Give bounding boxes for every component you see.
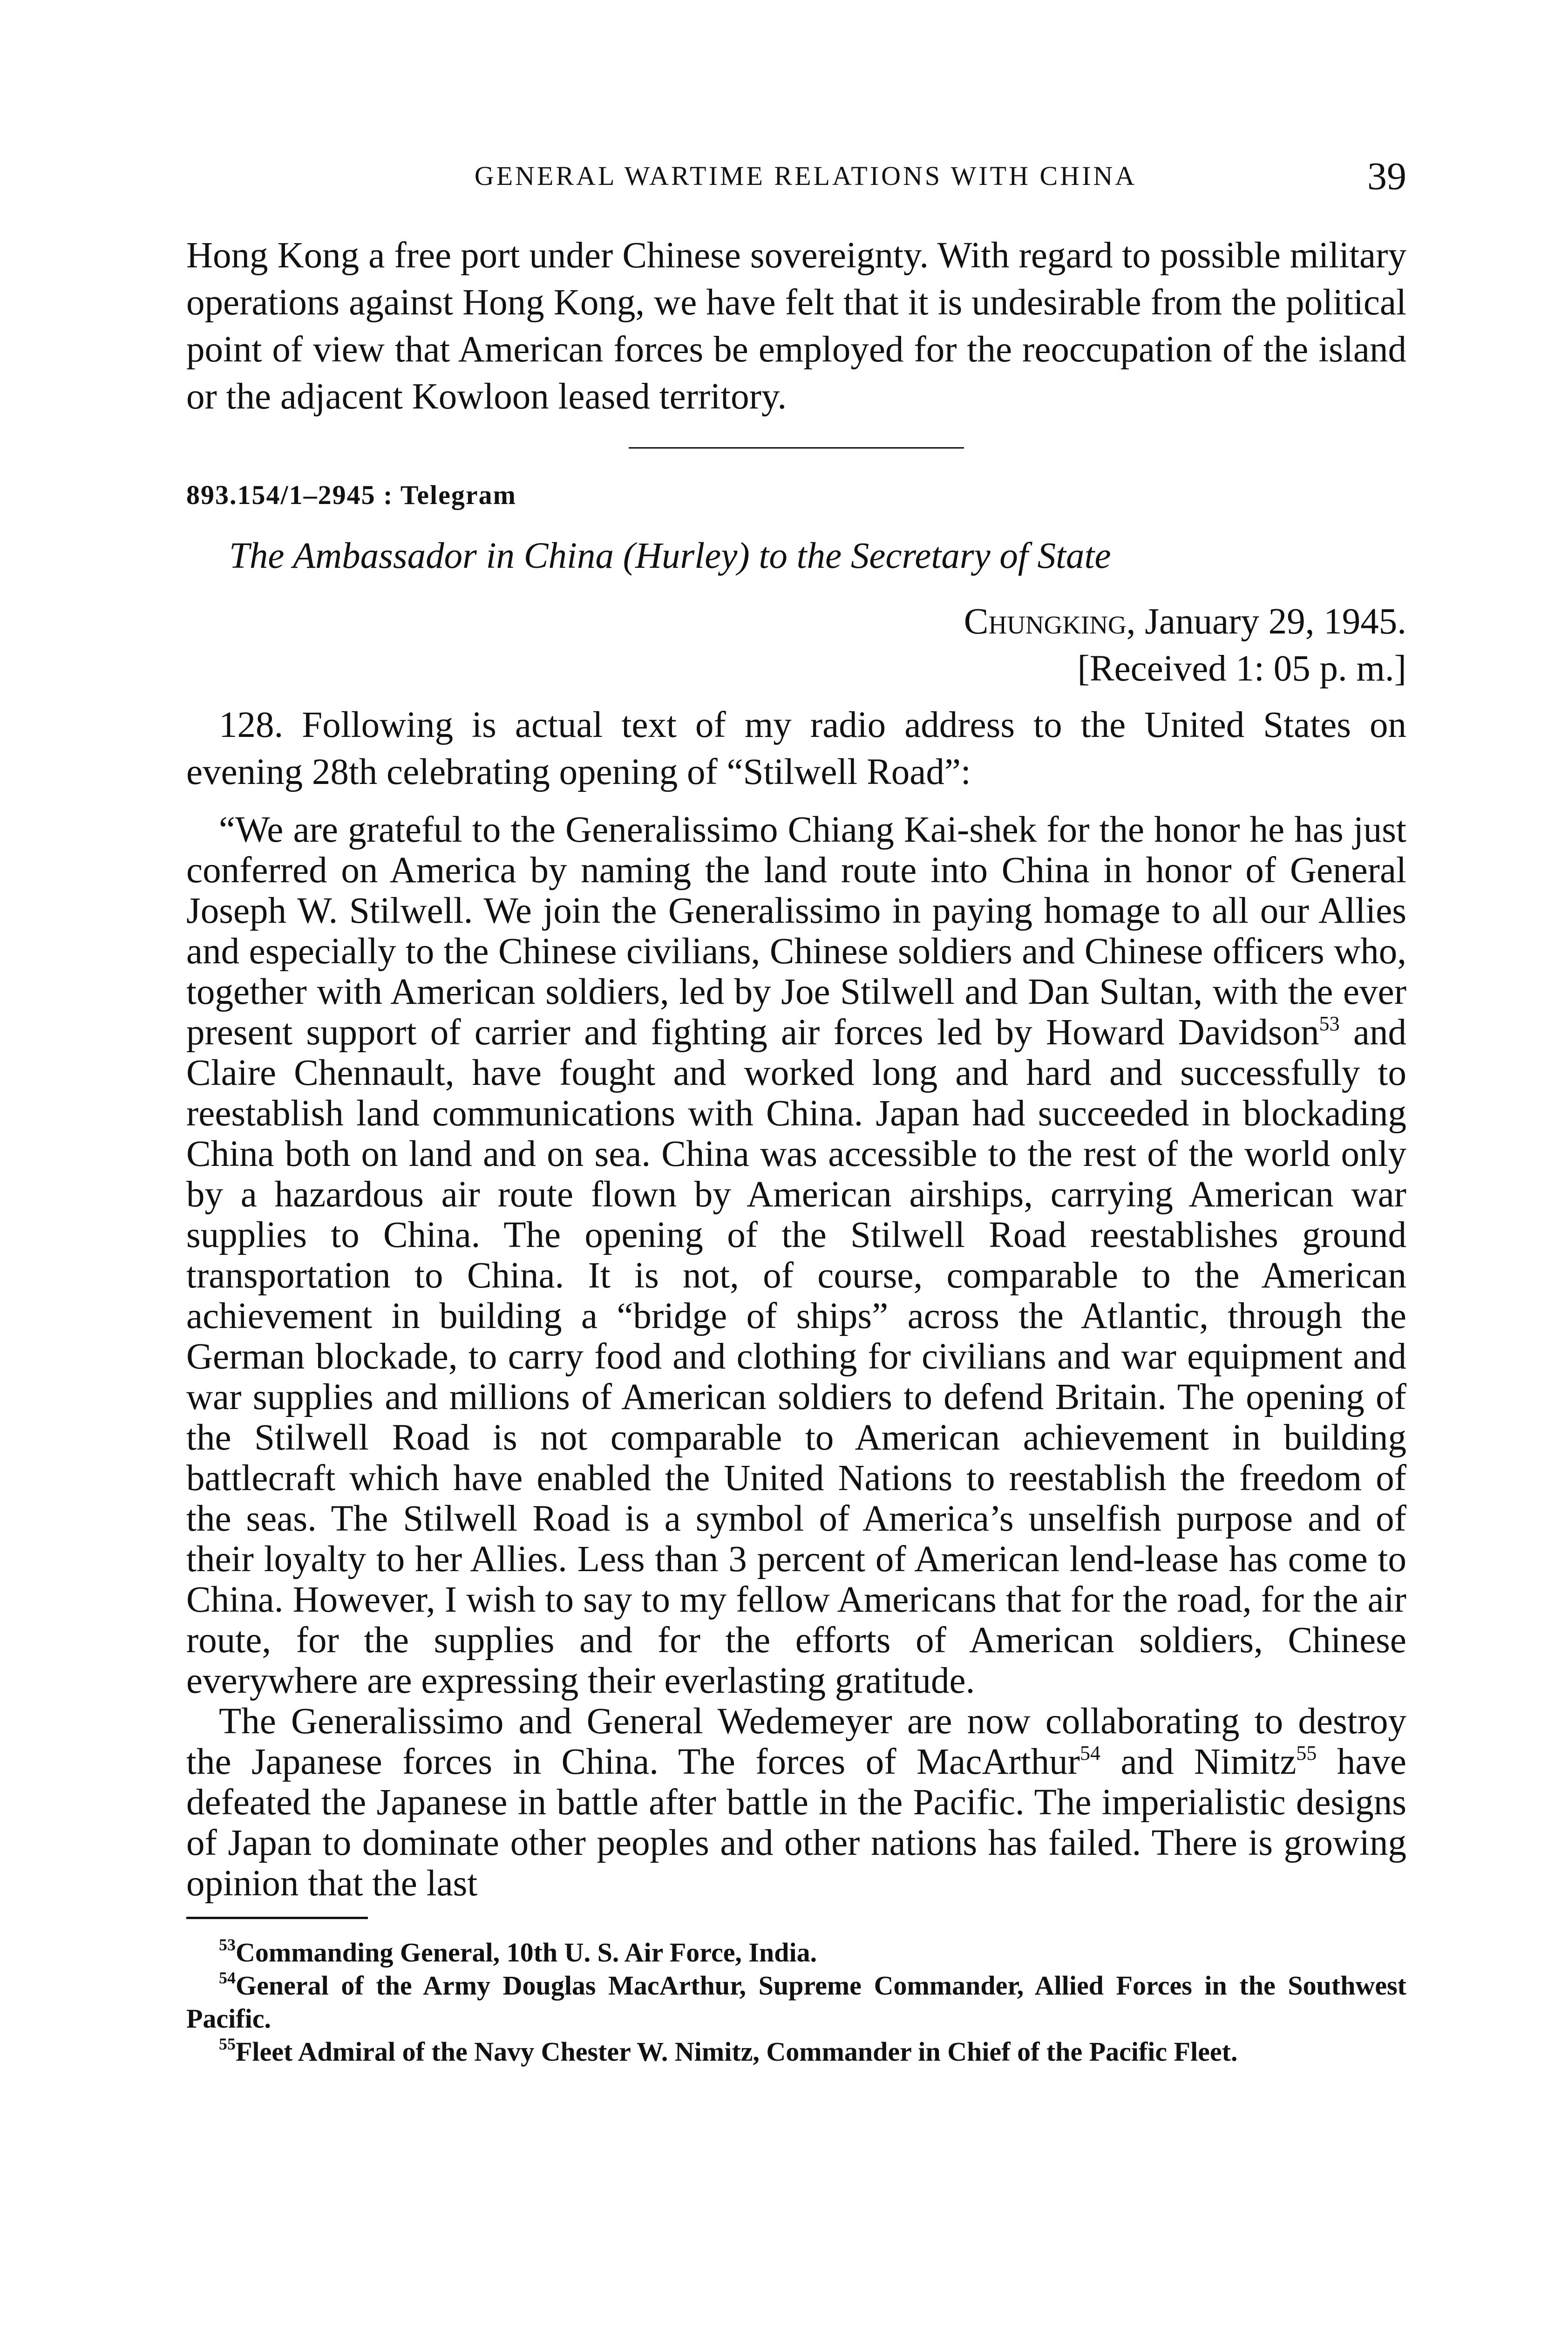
footnote-55 bbox=[186, 2035, 1406, 2068]
telegram-intro: 128. Following is actual text of my radio address to the United States on evening 28th celebrating opening of “Stilwell Road”: bbox=[186, 705, 1406, 792]
footnote-text: Commanding General, 10th U. S. Air Force, India. bbox=[236, 1937, 817, 1968]
footnote-rule bbox=[186, 1917, 368, 1919]
footnotes bbox=[186, 1936, 1406, 2068]
dateline-date: January 29, 1945. bbox=[1145, 601, 1406, 642]
document-title: The Ambassador in China (Hurley) to the Secretary of State bbox=[229, 536, 1111, 576]
page-number: 39 bbox=[1367, 155, 1406, 198]
quote-paragraph-1 bbox=[186, 810, 1406, 1701]
footnote-number: 54 bbox=[219, 1968, 236, 1987]
dateline bbox=[186, 598, 1406, 645]
footnote-ref-54: 54 bbox=[1080, 1742, 1100, 1764]
running-head: GENERAL WARTIME RELATIONS WITH CHINA bbox=[474, 161, 1137, 191]
footnote-54 bbox=[186, 1969, 1406, 2035]
footnote-text: General of the Army Douglas MacArthur, Supreme Commander, Allied Forces in the Southwest Pacific. bbox=[186, 1970, 1406, 2034]
quote-2-text-a: The Generalissimo and General Wedemeyer are now collaborating to destroy the Japanese forces in China. The forces of MacArthur bbox=[186, 1701, 1406, 1782]
section-divider bbox=[629, 447, 964, 449]
quote-paragraph-2 bbox=[186, 1701, 1406, 1904]
footnote-53 bbox=[186, 1936, 1406, 1969]
quote-1-text-b: and Claire Chennault, have fought and worked long and hard and successfully to reestablish land communications with China. Japan had succeeded in blockading China both on land and on sea. China was accessible to the rest of the world only by a hazardous air route flown by American airships, carrying American war supplies to China. The opening of the Stilwell Road reestablishes ground transportation to China. It is not, of course, comparable to the American achievement in building a “bridge of ships” across the Atlantic, through the German blockade, to carry food and clothing for civilians and war equipment and war supplies and millions of American soldiers to defend Britain. The opening of the Stilwell Road is not comparable to American achievement in building battlecraft which have enabled the United Nations to reestablish the freedom of the seas. The Stilwell Road is a symbol of America’s unselfish purpose and of their loyalty to her Allies. Less than 3 percent of American lend-lease has come to China. However, I wish to say to my fellow Americans that for the road, for the air route, for the supplies and for the efforts of American soldiers, Chinese everywhere are expressing their everlasting gratitude. bbox=[186, 1012, 1406, 1701]
footnote-ref-53: 53 bbox=[1319, 1012, 1340, 1035]
footnote-number: 53 bbox=[219, 1935, 236, 1954]
file-reference: 893.154/1–2945 : Telegram bbox=[186, 480, 516, 510]
continuation-paragraph: Hong Kong a free port under Chinese sovereignty. With regard to possible military operations against Hong Kong, we have felt that it is undesirable from the political point of view that American forces be employed for the reoccupation of the island or the adjacent Kowloon leased territory. bbox=[186, 235, 1406, 417]
quote-2-text-b: and Nimitz bbox=[1100, 1742, 1296, 1782]
footnote-number: 55 bbox=[219, 2035, 236, 2053]
page-body bbox=[186, 232, 1406, 2068]
quote-2-text-c: have defeated the Japanese in battle after battle in the Pacific. The imperialistic designs of Japan to dominate other peoples and other nations has failed. There is growing opinion that the last bbox=[186, 1742, 1406, 1904]
page-header bbox=[186, 154, 1406, 200]
footnote-text: Fleet Admiral of the Navy Chester W. Nimitz, Commander in Chief of the Pacific Fleet. bbox=[236, 2036, 1238, 2067]
received-note: [Received 1: 05 p. m.] bbox=[1077, 648, 1406, 689]
footnote-ref-55: 55 bbox=[1296, 1742, 1317, 1764]
dateline-place: Chungking, bbox=[964, 601, 1136, 642]
quote-1-text-a: “We are grateful to the Generalissimo Chiang Kai-shek for the honor he has just conferred on America by naming the land route into China in honor of General Joseph W. Stilwell. We join the Generalissimo in paying homage to all our Allies and especially to the Chinese civilians, Chinese soldiers and Chinese officers who, together with American soldiers, led by Joe Stilwell and Dan Sultan, with the ever present support of carrier and fighting air forces led by Howard Davidson bbox=[186, 810, 1406, 1053]
